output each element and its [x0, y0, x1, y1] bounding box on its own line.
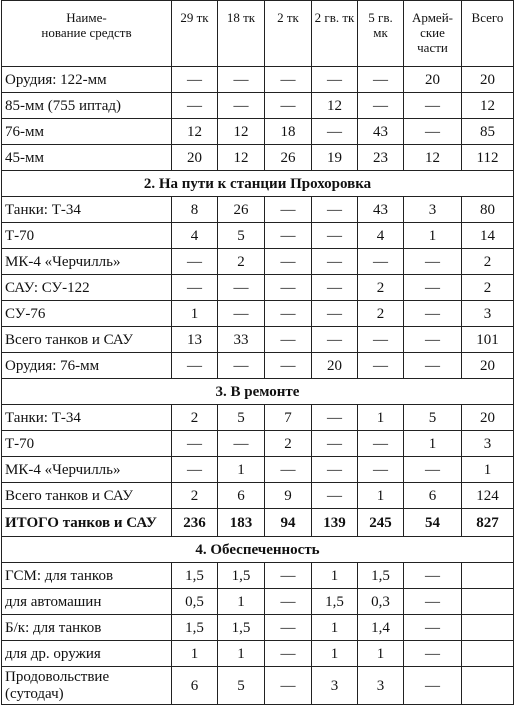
table-row: [2, 223, 514, 249]
header-18tk: 18 тк: [218, 1, 265, 67]
cell: 0,3: [358, 589, 404, 615]
cell: 6: [218, 483, 265, 509]
cell: —: [172, 353, 218, 379]
cell: —: [172, 249, 218, 275]
cell: 827: [462, 509, 514, 537]
cell: —: [358, 249, 404, 275]
cell: 1,5: [218, 615, 265, 641]
header-army-units: Армей-ские части: [404, 1, 462, 67]
cell: —: [172, 93, 218, 119]
cell: —: [358, 431, 404, 457]
cell: [462, 641, 514, 667]
cell: 1: [172, 301, 218, 327]
cell: —: [404, 301, 462, 327]
cell: 33: [218, 327, 265, 353]
cell: —: [404, 119, 462, 145]
cell: 245: [358, 509, 404, 537]
cell: 1,5: [358, 563, 404, 589]
row-label: 76-мм: [2, 119, 172, 145]
cell: 1: [172, 641, 218, 667]
cell: —: [218, 275, 265, 301]
cell: —: [358, 67, 404, 93]
cell: —: [404, 275, 462, 301]
cell: —: [265, 641, 312, 667]
row-label: МК-4 «Черчилль»: [2, 457, 172, 483]
cell: —: [404, 249, 462, 275]
section-title-row: [2, 537, 514, 563]
cell: 4: [172, 223, 218, 249]
cell: —: [172, 67, 218, 93]
cell: —: [218, 301, 265, 327]
cell: 19: [312, 145, 358, 171]
cell: 20: [462, 405, 514, 431]
section-title-row: [2, 171, 514, 197]
cell: 1: [358, 405, 404, 431]
cell: —: [218, 353, 265, 379]
header-2gvtk: 2 гв. тк: [312, 1, 358, 67]
cell: 12: [312, 93, 358, 119]
cell: —: [312, 223, 358, 249]
cell: 2: [172, 483, 218, 509]
header-name: [2, 1, 172, 67]
cell: 1,4: [358, 615, 404, 641]
cell: —: [312, 327, 358, 353]
table-row: [2, 353, 514, 379]
row-label: Продовольствие (сутодач): [2, 667, 172, 705]
cell: —: [172, 431, 218, 457]
row-label: 85-мм (755 иптад): [2, 93, 172, 119]
table-row: [2, 431, 514, 457]
row-label: САУ: СУ-122: [2, 275, 172, 301]
row-label: Танки: Т-34: [2, 405, 172, 431]
cell: 23: [358, 145, 404, 171]
row-label: Б/к: для танков: [2, 615, 172, 641]
row-label: Т-70: [2, 431, 172, 457]
cell: 139: [312, 509, 358, 537]
cell: —: [358, 353, 404, 379]
cell: 112: [462, 145, 514, 171]
cell: 1,5: [218, 563, 265, 589]
cell: 2: [265, 431, 312, 457]
header-total: Всего: [462, 1, 514, 67]
cell: 20: [172, 145, 218, 171]
cell: 101: [462, 327, 514, 353]
cell: 183: [218, 509, 265, 537]
cell: —: [404, 563, 462, 589]
row-label: для др. оружия: [2, 641, 172, 667]
cell: 6: [404, 483, 462, 509]
row-label: Всего танков и САУ: [2, 483, 172, 509]
table-row: [2, 301, 514, 327]
cell: —: [312, 431, 358, 457]
cell: 5: [218, 223, 265, 249]
cell: 1: [358, 483, 404, 509]
row-label: 45-мм: [2, 145, 172, 171]
cell: 1: [312, 641, 358, 667]
cell: [462, 615, 514, 641]
cell: —: [265, 667, 312, 705]
cell: [462, 667, 514, 705]
cell: 85: [462, 119, 514, 145]
section-title: 2. На пути к станции Прохоровка: [2, 171, 514, 197]
table-row: [2, 667, 514, 705]
cell: 1: [462, 457, 514, 483]
cell: 80: [462, 197, 514, 223]
cell: —: [312, 301, 358, 327]
table-row: [2, 93, 514, 119]
cell: 1: [218, 457, 265, 483]
table-row: [2, 483, 514, 509]
cell: —: [265, 197, 312, 223]
cell: 14: [462, 223, 514, 249]
cell: 20: [312, 353, 358, 379]
cell: 1,5: [172, 615, 218, 641]
table-row: [2, 67, 514, 93]
table-row: [2, 327, 514, 353]
cell: 1: [404, 431, 462, 457]
cell: 12: [218, 145, 265, 171]
cell: —: [265, 457, 312, 483]
cell: —: [265, 563, 312, 589]
grand-total-row: [2, 509, 514, 537]
row-label: Всего танков и САУ: [2, 327, 172, 353]
section-title: 3. В ремонте: [2, 379, 514, 405]
cell: 124: [462, 483, 514, 509]
cell: —: [404, 667, 462, 705]
cell: 4: [358, 223, 404, 249]
cell: —: [404, 589, 462, 615]
cell: 20: [462, 353, 514, 379]
header-29tk: 29 тк: [172, 1, 218, 67]
row-label: МК-4 «Черчилль»: [2, 249, 172, 275]
cell: 236: [172, 509, 218, 537]
row-label: ИТОГО танков и САУ: [2, 509, 172, 537]
table-row: [2, 119, 514, 145]
row-label: Орудия: 122-мм: [2, 67, 172, 93]
cell: —: [404, 615, 462, 641]
cell: [462, 589, 514, 615]
cell: 2: [358, 301, 404, 327]
header-name-label: Наиме- нование средств: [41, 10, 132, 40]
table-row: [2, 589, 514, 615]
section-title-row: [2, 379, 514, 405]
table-row: [2, 197, 514, 223]
table-row: [2, 249, 514, 275]
cell: 1: [312, 615, 358, 641]
table-row: [2, 457, 514, 483]
cell: 20: [404, 67, 462, 93]
cell: —: [312, 457, 358, 483]
cell: —: [404, 353, 462, 379]
cell: 2: [462, 249, 514, 275]
cell: —: [218, 93, 265, 119]
cell: —: [265, 353, 312, 379]
cell: 5: [218, 667, 265, 705]
cell: 20: [462, 67, 514, 93]
cell: 2: [462, 275, 514, 301]
cell: 6: [172, 667, 218, 705]
cell: —: [404, 93, 462, 119]
cell: —: [265, 223, 312, 249]
cell: 12: [172, 119, 218, 145]
row-label: Танки: Т-34: [2, 197, 172, 223]
cell: 2: [218, 249, 265, 275]
cell: —: [404, 327, 462, 353]
row-label: для автомашин: [2, 589, 172, 615]
cell: 1: [404, 223, 462, 249]
cell: 94: [265, 509, 312, 537]
cell: —: [312, 249, 358, 275]
cell: 1,5: [172, 563, 218, 589]
table-row: [2, 405, 514, 431]
cell: 43: [358, 119, 404, 145]
row-label: Т-70: [2, 223, 172, 249]
cell: 1: [312, 563, 358, 589]
section-title: 4. Обеспеченность: [2, 537, 514, 563]
table-row: [2, 145, 514, 171]
cell: —: [265, 67, 312, 93]
row-label: ГСМ: для танков: [2, 563, 172, 589]
cell: —: [172, 457, 218, 483]
cell: —: [358, 93, 404, 119]
cell: 9: [265, 483, 312, 509]
cell: —: [312, 405, 358, 431]
cell: —: [265, 615, 312, 641]
cell: —: [265, 327, 312, 353]
cell: 1: [218, 589, 265, 615]
row-label: Орудия: 76-мм: [2, 353, 172, 379]
cell: 12: [404, 145, 462, 171]
cell: —: [358, 327, 404, 353]
cell: —: [172, 275, 218, 301]
cell: 1: [358, 641, 404, 667]
cell: —: [358, 457, 404, 483]
cell: —: [265, 301, 312, 327]
cell: —: [404, 457, 462, 483]
cell: 3: [404, 197, 462, 223]
cell: —: [312, 275, 358, 301]
row-label: СУ-76: [2, 301, 172, 327]
cell: —: [265, 93, 312, 119]
cell: 13: [172, 327, 218, 353]
cell: —: [265, 275, 312, 301]
table-row: [2, 563, 514, 589]
cell: 2: [358, 275, 404, 301]
cell: 3: [462, 431, 514, 457]
cell: 54: [404, 509, 462, 537]
cell: 26: [218, 197, 265, 223]
cell: 7: [265, 405, 312, 431]
cell: —: [218, 67, 265, 93]
cell: —: [265, 589, 312, 615]
table-row: [2, 641, 514, 667]
table-row: [2, 615, 514, 641]
cell: 43: [358, 197, 404, 223]
cell: 12: [218, 119, 265, 145]
cell: —: [312, 119, 358, 145]
cell: 3: [462, 301, 514, 327]
cell: 8: [172, 197, 218, 223]
cell: 3: [312, 667, 358, 705]
cell: 26: [265, 145, 312, 171]
cell: 5: [404, 405, 462, 431]
cell: —: [265, 249, 312, 275]
header-2tk: 2 тк: [265, 1, 312, 67]
cell: —: [404, 641, 462, 667]
cell: 0,5: [172, 589, 218, 615]
cell: [462, 563, 514, 589]
header-row: [2, 1, 514, 67]
header-5gvmk: 5 гв. мк: [358, 1, 404, 67]
cell: —: [312, 67, 358, 93]
cell: 5: [218, 405, 265, 431]
cell: 1: [218, 641, 265, 667]
forces-table: [1, 0, 514, 705]
cell: —: [312, 197, 358, 223]
cell: 2: [172, 405, 218, 431]
cell: 18: [265, 119, 312, 145]
table-row: [2, 275, 514, 301]
cell: 3: [358, 667, 404, 705]
cell: 1,5: [312, 589, 358, 615]
cell: 12: [462, 93, 514, 119]
cell: —: [218, 431, 265, 457]
cell: —: [312, 483, 358, 509]
